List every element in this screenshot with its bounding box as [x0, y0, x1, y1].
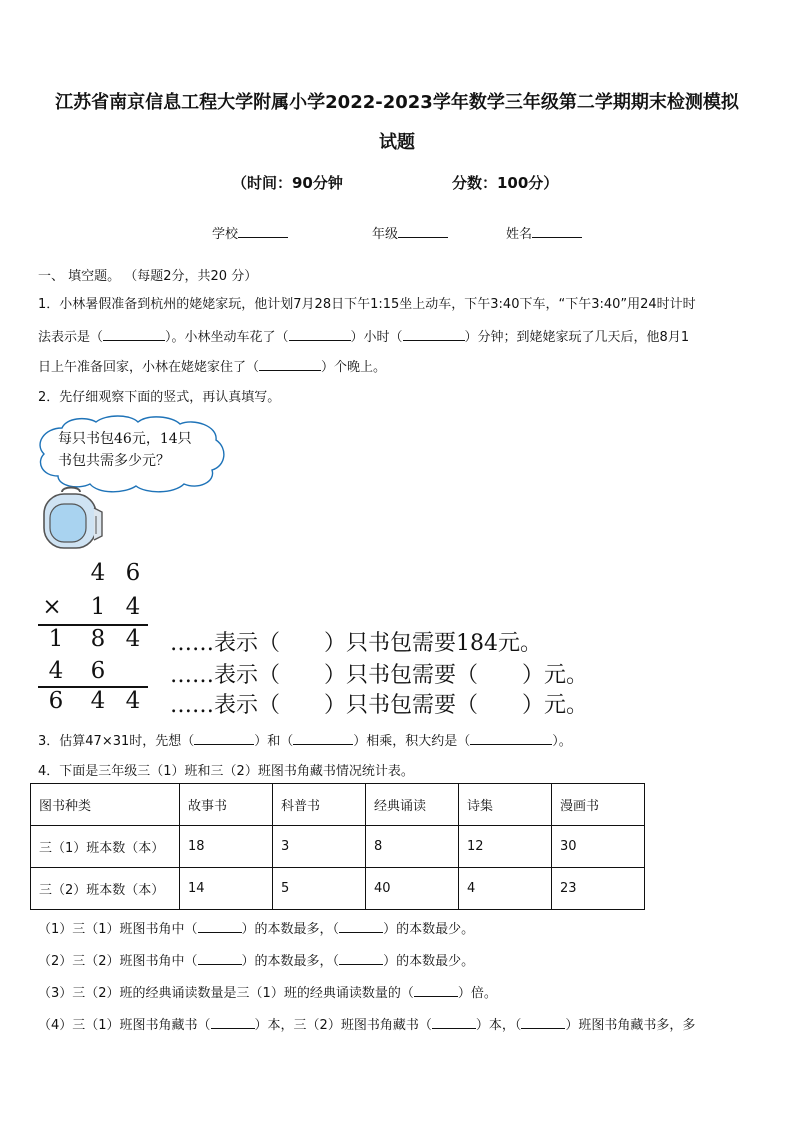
calc-digit: 6: [125, 560, 141, 586]
table-cell: 8: [366, 826, 459, 868]
answer-blank[interactable]: [521, 1028, 565, 1029]
name-blank[interactable]: [532, 237, 582, 238]
table-cell: 三（1）班本数（本）: [31, 826, 180, 868]
q4-text: ）倍。: [457, 986, 497, 1001]
calc-digit: 1: [90, 594, 106, 620]
name-label: 姓名: [506, 227, 533, 242]
answer-blank[interactable]: [293, 744, 353, 745]
table-row: [31, 868, 645, 910]
q3-text-d: ）。: [552, 734, 572, 749]
q4-text: ）班图书角藏书多，多: [565, 1018, 696, 1033]
q4-text: ）本，（: [475, 1018, 522, 1033]
calc-note-1: ……表示（ ）只书包需要184元。: [170, 631, 542, 656]
answer-blank[interactable]: [339, 932, 383, 933]
school-label: 学校: [212, 227, 239, 242]
q4-text: ）的本数最多，（: [241, 922, 340, 937]
table-cell: 18: [180, 826, 273, 868]
table-cell: 23: [552, 868, 645, 910]
table-row: [31, 826, 645, 868]
answer-blank[interactable]: [403, 340, 465, 341]
calc-digit: 6: [90, 658, 106, 684]
grade-field[interactable]: [372, 223, 448, 242]
exam-time: （时间：90分钟: [232, 174, 343, 192]
table-cell: 三（2）班本数（本）: [31, 868, 180, 910]
calc-digit: 4: [125, 626, 141, 652]
table-cell: 12: [459, 826, 552, 868]
answer-blank[interactable]: [259, 370, 321, 371]
q4-text: （4）三（1）班图书角藏书（: [38, 1018, 211, 1033]
q4-sub-1: [38, 918, 474, 937]
table-header-cell: 经典诵读: [366, 784, 459, 826]
q1-line1: 1．小林暑假准备到杭州的姥姥家玩，他计划7月28日下午1:15坐上动车，下午3:40下车，“下午3:40”用24时计时: [38, 297, 696, 312]
q3-text-a: 3．估算47×31时，先想（: [38, 734, 195, 749]
q4-sub-4: [38, 1014, 695, 1033]
q3-text-b: ）和（: [254, 734, 294, 749]
answer-blank[interactable]: [211, 1028, 255, 1029]
table-cell: 14: [180, 868, 273, 910]
q1-line3: [38, 356, 386, 375]
q2-prompt: 2．先仔细观察下面的竖式，再认真填写。: [38, 390, 281, 405]
q4-sub-3: [38, 982, 497, 1001]
calc-note-2: ……表示（ ）只书包需要（ ）元。: [170, 663, 589, 688]
table-header-row: [31, 784, 645, 826]
table-cell: 4: [459, 868, 552, 910]
table-cell: 30: [552, 826, 645, 868]
answer-blank[interactable]: [198, 964, 242, 965]
calc-digit: 4: [90, 688, 106, 714]
q4-text: （3）三（2）班的经典诵读数量是三（1）班的经典诵读数量的（: [38, 986, 414, 1001]
name-field[interactable]: [506, 223, 582, 242]
bubble-line-1: 每只书包46元，14只: [58, 431, 192, 447]
table-header-cell: 故事书: [180, 784, 273, 826]
table-header-cell: 科普书: [273, 784, 366, 826]
bubble-question: [58, 428, 192, 472]
table-cell: 40: [366, 868, 459, 910]
calc-digit: 8: [90, 626, 106, 652]
q4-text: ）的本数最少。: [383, 954, 475, 969]
table-header-cell: 漫画书: [552, 784, 645, 826]
calc-digit: 4: [125, 688, 141, 714]
q4-text: ）的本数最多，（: [241, 954, 340, 969]
multiply-sign: ×: [42, 594, 62, 620]
calc-digit: 4: [125, 594, 141, 620]
calc-note-3: ……表示（ ）只书包需要（ ）元。: [170, 693, 589, 718]
answer-blank[interactable]: [289, 340, 351, 341]
backpack-icon: [40, 486, 106, 552]
exam-score: 分数：100分）: [452, 174, 559, 192]
q3-text-c: ）相乘，积大约是（: [353, 734, 471, 749]
calc-digit: 1: [48, 626, 64, 652]
table-header-cell: 诗集: [459, 784, 552, 826]
table-cell: 5: [273, 868, 366, 910]
answer-blank[interactable]: [470, 744, 552, 745]
page-title: 江苏省南京信息工程大学附属小学2022-2023学年数学三年级第二学期期末检测模拟: [55, 92, 739, 113]
q1-text-b: ）。小林坐动车花了（: [165, 330, 289, 345]
q4-text: （1）三（1）班图书角中（: [38, 922, 198, 937]
table-cell: 3: [273, 826, 366, 868]
grade-label: 年级: [372, 227, 399, 242]
q1-text-d: ）分钟；到姥姥家玩了几天后，他8月1: [464, 330, 690, 345]
page-title-continued: 试题: [379, 132, 415, 153]
answer-blank[interactable]: [198, 932, 242, 933]
q4-prompt: 4．下面是三年级三（1）班和三（2）班图书角藏书情况统计表。: [38, 764, 414, 779]
section-heading: 一、 填空题。 （每题2分，共20 分）: [38, 269, 258, 284]
calc-digit: 6: [48, 688, 64, 714]
grade-blank[interactable]: [398, 237, 448, 238]
calc-digit: 4: [90, 560, 106, 586]
bubble-line-2: 书包共需多少元？: [58, 453, 170, 469]
q4-text: ）本，三（2）班图书角藏书（: [254, 1018, 432, 1033]
book-stats-table: [30, 783, 645, 910]
school-field[interactable]: [212, 223, 288, 242]
q1-text-c: ）小时（: [350, 330, 403, 345]
table-header-cell: 图书种类: [31, 784, 180, 826]
q1-text-f: ）个晚上。: [321, 360, 387, 375]
calc-digit: 4: [48, 658, 64, 684]
answer-blank[interactable]: [194, 744, 254, 745]
q4-text: ）的本数最少。: [383, 922, 475, 937]
q1-line2: [38, 326, 689, 345]
answer-blank[interactable]: [414, 996, 458, 997]
q4-text: （2）三（2）班图书角中（: [38, 954, 198, 969]
answer-blank[interactable]: [339, 964, 383, 965]
q3-line: [38, 730, 572, 749]
answer-blank[interactable]: [103, 340, 165, 341]
q1-text-a: 法表示是（: [38, 330, 104, 345]
q1-text-e: 日上午准备回家，小林在姥姥家住了（: [38, 360, 260, 375]
answer-blank[interactable]: [432, 1028, 476, 1029]
q4-sub-2: [38, 950, 474, 969]
school-blank[interactable]: [238, 237, 288, 238]
